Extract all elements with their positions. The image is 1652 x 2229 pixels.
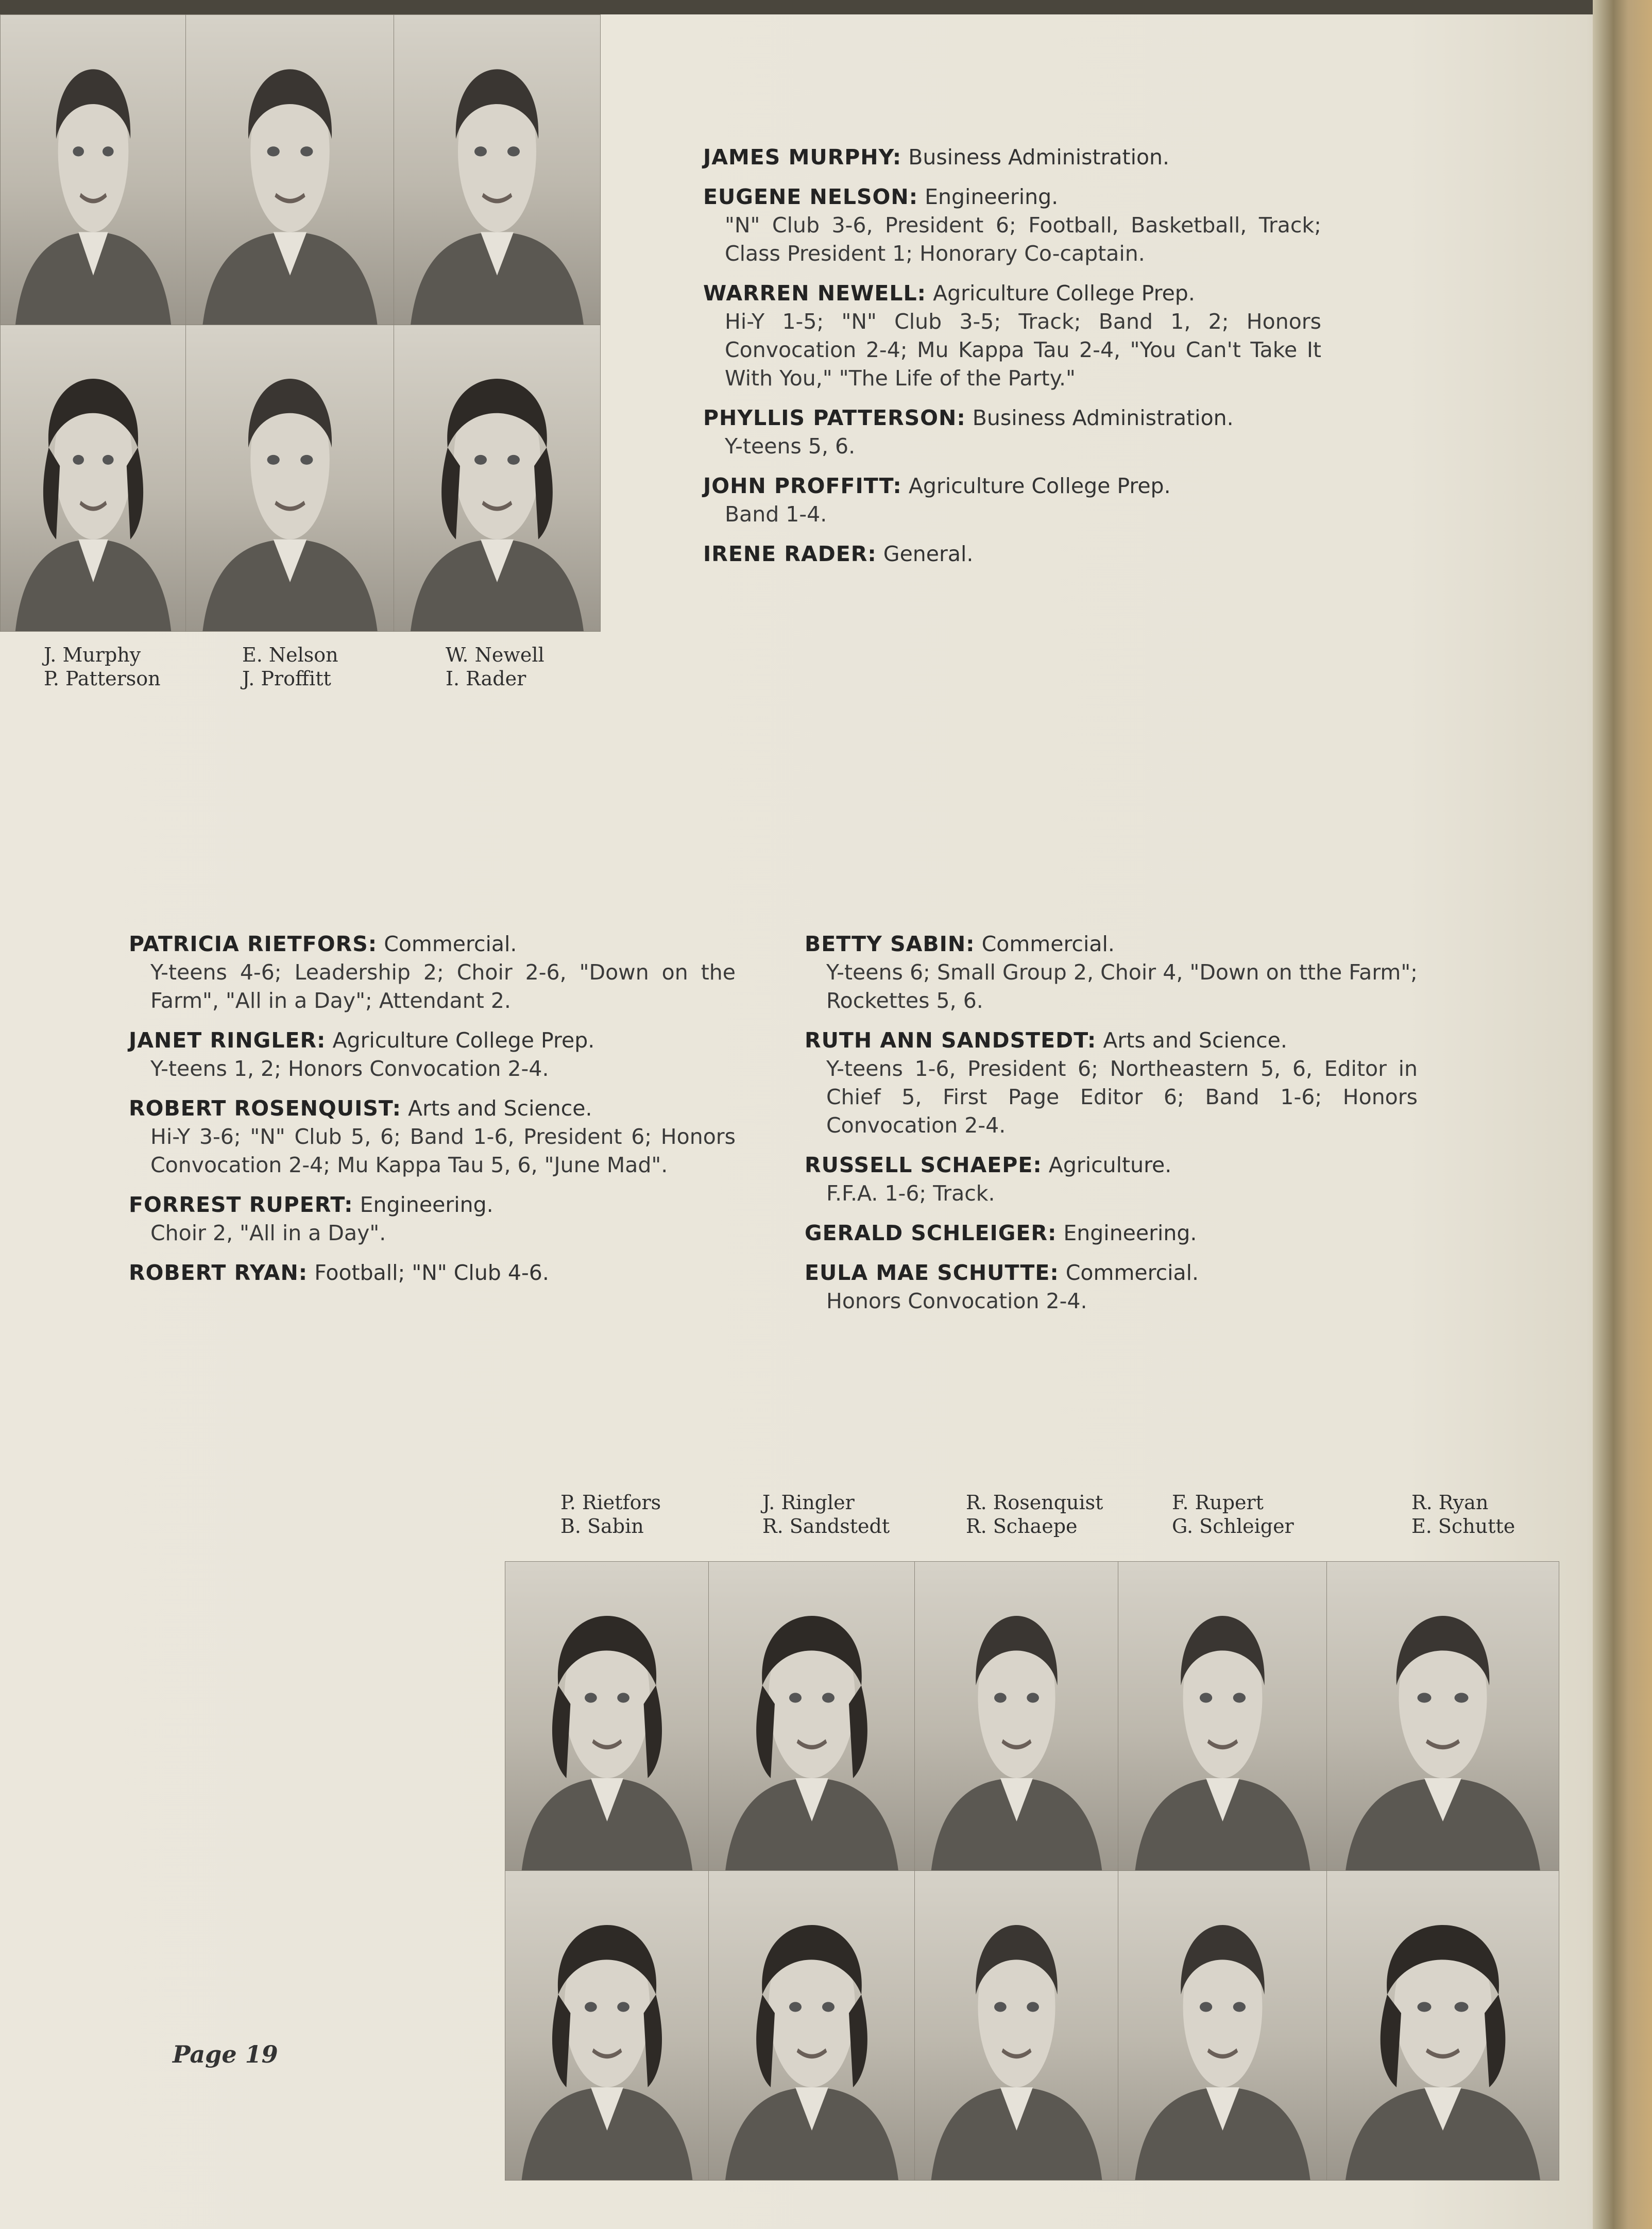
entry-heading bbox=[805, 1151, 1418, 1179]
biography-entry bbox=[805, 1219, 1418, 1247]
portrait-silhouette bbox=[1327, 1562, 1559, 1871]
photo-caption: J. Proffitt bbox=[242, 667, 331, 690]
student-name: JOHN PROFFITT: bbox=[703, 474, 902, 498]
biography-entry bbox=[129, 1191, 736, 1247]
portrait-silhouette bbox=[709, 1871, 915, 2180]
caption-column-b1 bbox=[560, 1491, 661, 1538]
student-name: RUSSELL SCHAEPE: bbox=[805, 1153, 1042, 1177]
portrait-silhouette bbox=[186, 15, 394, 325]
student-portrait bbox=[914, 1870, 1119, 2181]
course-of-study: Commercial. bbox=[981, 932, 1115, 956]
entry-heading bbox=[129, 1259, 736, 1287]
photo-caption: G. Schleiger bbox=[1172, 1515, 1294, 1538]
course-of-study: Agriculture. bbox=[1048, 1153, 1172, 1177]
photo-caption: E. Nelson bbox=[242, 644, 338, 666]
portrait-silhouette bbox=[1118, 1871, 1327, 2180]
biography-entry bbox=[805, 1259, 1418, 1315]
photo-caption: R. Rosenquist bbox=[966, 1491, 1103, 1514]
student-portrait bbox=[914, 1561, 1119, 1871]
student-name: JAMES MURPHY: bbox=[703, 145, 902, 170]
biography-entry bbox=[703, 404, 1321, 461]
caption-column-1 bbox=[44, 643, 161, 690]
student-name: EUGENE NELSON: bbox=[703, 184, 918, 209]
photo-caption: W. Newell bbox=[446, 644, 544, 666]
photo-caption: E. Schutte bbox=[1411, 1515, 1515, 1538]
student-portrait bbox=[505, 1561, 709, 1871]
scan-top-edge bbox=[0, 0, 1593, 14]
course-of-study: Commercial. bbox=[384, 932, 517, 956]
activities-text: Y-teens 1, 2; Honors Convocation 2-4. bbox=[150, 1056, 549, 1081]
entry-heading bbox=[703, 404, 1321, 432]
course-of-study: Engineering. bbox=[1063, 1221, 1197, 1245]
student-name: GERALD SCHLEIGER: bbox=[805, 1221, 1057, 1245]
middle-left-biographies bbox=[129, 930, 736, 1298]
student-name: EULA MAE SCHUTTE: bbox=[805, 1260, 1059, 1285]
biography-entry bbox=[805, 1151, 1418, 1208]
activities-text: Honors Convocation 2-4. bbox=[826, 1289, 1087, 1313]
student-name: PATRICIA RIETFORS: bbox=[129, 932, 378, 956]
biography-entry bbox=[805, 1026, 1418, 1140]
course-of-study: Business Administration. bbox=[908, 145, 1170, 170]
student-name: PHYLLIS PATTERSON: bbox=[703, 406, 966, 430]
activities-text: Y-teens 4-6; Leadership 2; Choir 2-6, "Down on the Farm", "All in a Day"; Attendant 2. bbox=[150, 960, 736, 1013]
biography-entry bbox=[129, 930, 736, 1015]
portrait-silhouette bbox=[186, 325, 394, 631]
photo-caption: R. Ryan bbox=[1411, 1491, 1489, 1514]
activities-text: Y-teens 5, 6. bbox=[725, 434, 856, 459]
activities-text: Y-teens 6; Small Group 2, Choir 4, "Down on tthe Farm"; Rockettes 5, 6. bbox=[826, 960, 1418, 1013]
entry-heading bbox=[805, 1219, 1418, 1247]
entry-heading bbox=[703, 472, 1321, 500]
student-portrait bbox=[1118, 1561, 1327, 1871]
activities-text: "N" Club 3-6, President 6; Football, Basketball, Track; Class President 1; Honorary Co-captain. bbox=[725, 213, 1321, 266]
biography-entry bbox=[129, 1259, 736, 1287]
course-of-study: Engineering. bbox=[925, 184, 1059, 209]
photo-caption: J. Ringler bbox=[762, 1491, 855, 1514]
entry-heading bbox=[703, 183, 1321, 211]
portrait-silhouette bbox=[505, 1871, 709, 2180]
student-name: JANET RINGLER: bbox=[129, 1028, 326, 1053]
caption-column-b3 bbox=[966, 1491, 1103, 1538]
entry-heading bbox=[703, 279, 1321, 308]
biography-entry bbox=[129, 1094, 736, 1179]
student-portrait bbox=[0, 14, 186, 326]
student-portrait bbox=[708, 1561, 915, 1871]
book-binding-edge bbox=[1593, 0, 1652, 2229]
entry-heading bbox=[805, 1259, 1418, 1287]
entry-heading bbox=[129, 1191, 736, 1219]
entry-heading bbox=[129, 930, 736, 958]
portrait-silhouette bbox=[505, 1562, 709, 1871]
activities-text: F.F.A. 1-6; Track. bbox=[826, 1181, 995, 1206]
student-portrait bbox=[1118, 1870, 1327, 2181]
entry-heading bbox=[703, 540, 1321, 568]
caption-column-2 bbox=[242, 643, 338, 690]
student-name: FORREST RUPERT: bbox=[129, 1192, 353, 1217]
student-name: IRENE RADER: bbox=[703, 542, 877, 566]
portrait-silhouette bbox=[1327, 1871, 1559, 2180]
top-biographies bbox=[703, 143, 1321, 580]
portrait-silhouette bbox=[915, 1562, 1118, 1871]
course-of-study: Commercial. bbox=[1065, 1260, 1199, 1285]
student-portrait bbox=[505, 1870, 709, 2181]
caption-column-b4 bbox=[1172, 1491, 1294, 1538]
student-name: WARREN NEWELL: bbox=[703, 281, 927, 306]
course-of-study: Agriculture College Prep. bbox=[933, 281, 1195, 306]
entry-heading bbox=[805, 1026, 1418, 1055]
middle-right-biographies bbox=[805, 930, 1418, 1327]
portrait-silhouette bbox=[394, 15, 600, 325]
biography-entry bbox=[703, 279, 1321, 393]
caption-column-b5 bbox=[1411, 1491, 1515, 1538]
portrait-silhouette bbox=[915, 1871, 1118, 2180]
course-of-study: Agriculture College Prep. bbox=[908, 474, 1171, 498]
activities-text: Y-teens 1-6, President 6; Northeastern 5, 6, Editor in Chief 5, First Page Editor 6; Band 1-6; Honors Convocation 2-4. bbox=[826, 1056, 1418, 1138]
biography-entry bbox=[703, 472, 1321, 529]
student-portrait bbox=[394, 14, 601, 326]
student-name: BETTY SABIN: bbox=[805, 932, 975, 956]
course-of-study: Business Administration. bbox=[972, 406, 1234, 430]
photo-caption: I. Rader bbox=[446, 667, 526, 690]
student-portrait bbox=[1326, 1561, 1559, 1871]
portrait-silhouette bbox=[394, 325, 600, 631]
photo-caption: R. Sandstedt bbox=[762, 1515, 890, 1538]
caption-column-b2 bbox=[762, 1491, 890, 1538]
biography-entry bbox=[703, 183, 1321, 268]
course-of-study: General. bbox=[883, 542, 974, 566]
entry-heading bbox=[129, 1094, 736, 1123]
photo-caption: J. Murphy bbox=[44, 644, 141, 666]
student-name: ROBERT RYAN: bbox=[129, 1260, 308, 1285]
page-number: Page 19 bbox=[173, 2040, 278, 2068]
student-portrait bbox=[0, 325, 186, 632]
student-portrait bbox=[185, 14, 395, 326]
caption-column-3 bbox=[446, 643, 544, 690]
course-of-study: Engineering. bbox=[360, 1192, 493, 1217]
entry-heading bbox=[703, 143, 1321, 172]
student-portrait bbox=[1326, 1870, 1559, 2181]
student-name: RUTH ANN SANDSTEDT: bbox=[805, 1028, 1097, 1053]
entry-heading bbox=[805, 930, 1418, 958]
course-of-study: Arts and Science. bbox=[408, 1096, 592, 1121]
photo-caption: B. Sabin bbox=[560, 1515, 644, 1538]
biography-entry bbox=[703, 540, 1321, 568]
portrait-silhouette bbox=[1, 325, 186, 631]
photo-caption: F. Rupert bbox=[1172, 1491, 1264, 1514]
student-portrait bbox=[708, 1870, 915, 2181]
activities-text: Band 1-4. bbox=[725, 502, 827, 527]
biography-entry bbox=[805, 930, 1418, 1015]
activities-text: Choir 2, "All in a Day". bbox=[150, 1221, 386, 1245]
course-of-study: Football; "N" Club 4-6. bbox=[314, 1260, 549, 1285]
student-portrait bbox=[185, 325, 395, 632]
photo-caption: P. Rietfors bbox=[560, 1491, 661, 1514]
student-portrait bbox=[394, 325, 601, 632]
portrait-silhouette bbox=[709, 1562, 915, 1871]
photo-caption: R. Schaepe bbox=[966, 1515, 1078, 1538]
course-of-study: Agriculture College Prep. bbox=[332, 1028, 595, 1053]
activities-text: Hi-Y 1-5; "N" Club 3-5; Track; Band 1, 2; Honors Convocation 2-4; Mu Kappa Tau 2-4, "You Can't Take It With You," "The Life of the Party." bbox=[725, 309, 1321, 391]
course-of-study: Arts and Science. bbox=[1103, 1028, 1287, 1053]
biography-entry bbox=[703, 143, 1321, 172]
activities-text: Hi-Y 3-6; "N" Club 5, 6; Band 1-6, President 6; Honors Convocation 2-4; Mu Kappa Tau 5, 6, "June Mad". bbox=[150, 1124, 736, 1177]
portrait-silhouette bbox=[1, 15, 186, 325]
entry-heading bbox=[129, 1026, 736, 1055]
portrait-silhouette bbox=[1118, 1562, 1327, 1871]
biography-entry bbox=[129, 1026, 736, 1083]
photo-caption: P. Patterson bbox=[44, 667, 161, 690]
student-name: ROBERT ROSENQUIST: bbox=[129, 1096, 401, 1121]
